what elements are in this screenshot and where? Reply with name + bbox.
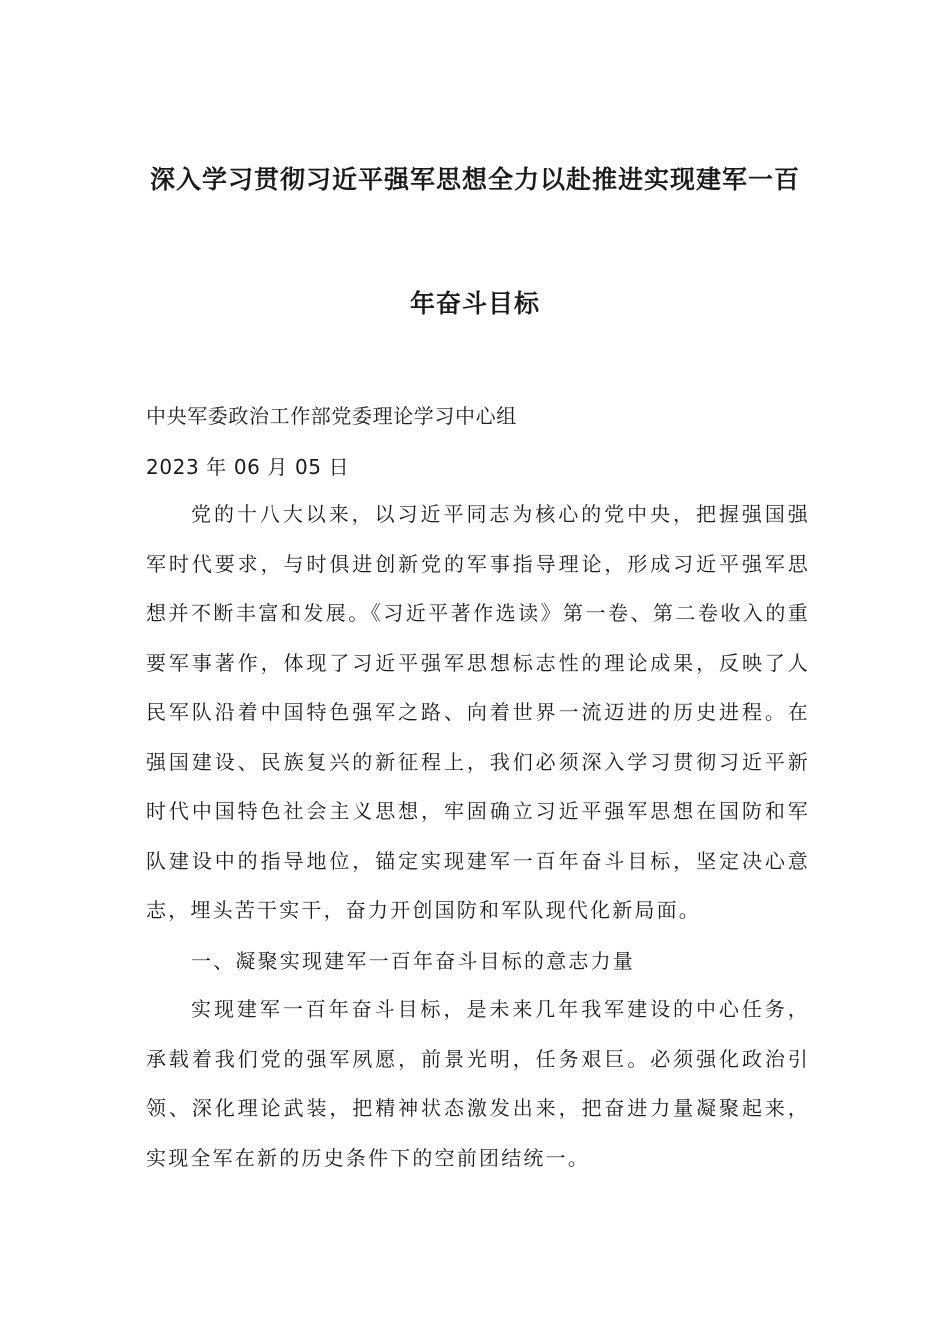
author-line: 中央军委政治工作部党委理论学习中心组 (146, 404, 517, 428)
paragraph-section-1: 实现建军一百年奋斗目标，是未来几年我军建设的中心任务，承载着我们党的强军夙愿，前景光明，任务艰巨。必须强化政治引领、深化理论武装，把精神状态激发出来，把奋进力量凝聚起来，实现全军在新的历史条件下的空前团结统一。 (146, 997, 810, 1170)
section-heading: 一、凝聚实现建军一百年奋斗目标的意志力量 (191, 949, 635, 973)
paragraph-intro: 党的十八大以来，以习近平同志为核心的党中央，把握强国强军时代要求，与时俱进创新党的军事指导理论，形成习近平强军思想并不断丰富和发展。《习近平著作选读》第一卷、第二卷收入的重要军事著作，体现了习近平强军思想标志性的理论成果，反映了人民军队沿着中国特色强军之路、向着世界一流迈进的历史进程。在强国建设、民族复兴的新征程上，我们必须深入学习贯彻习近平新时代中国特色社会主义思想，牢固确立习近平强军思想在国防和军队建设中的指导地位，锚定实现建军一百年奋斗目标，坚定决心意志，埋头苦干实干，奋力开创国防和军队现代化新局面。 (146, 502, 810, 922)
date-line: 2023 年 06 月 05 日 (146, 455, 350, 479)
document-title-line-2: 年奋斗目标 (409, 289, 540, 318)
document-title-line-1: 深入学习贯彻习近平强军思想全力以赴推进实现建军一百 (149, 165, 800, 194)
